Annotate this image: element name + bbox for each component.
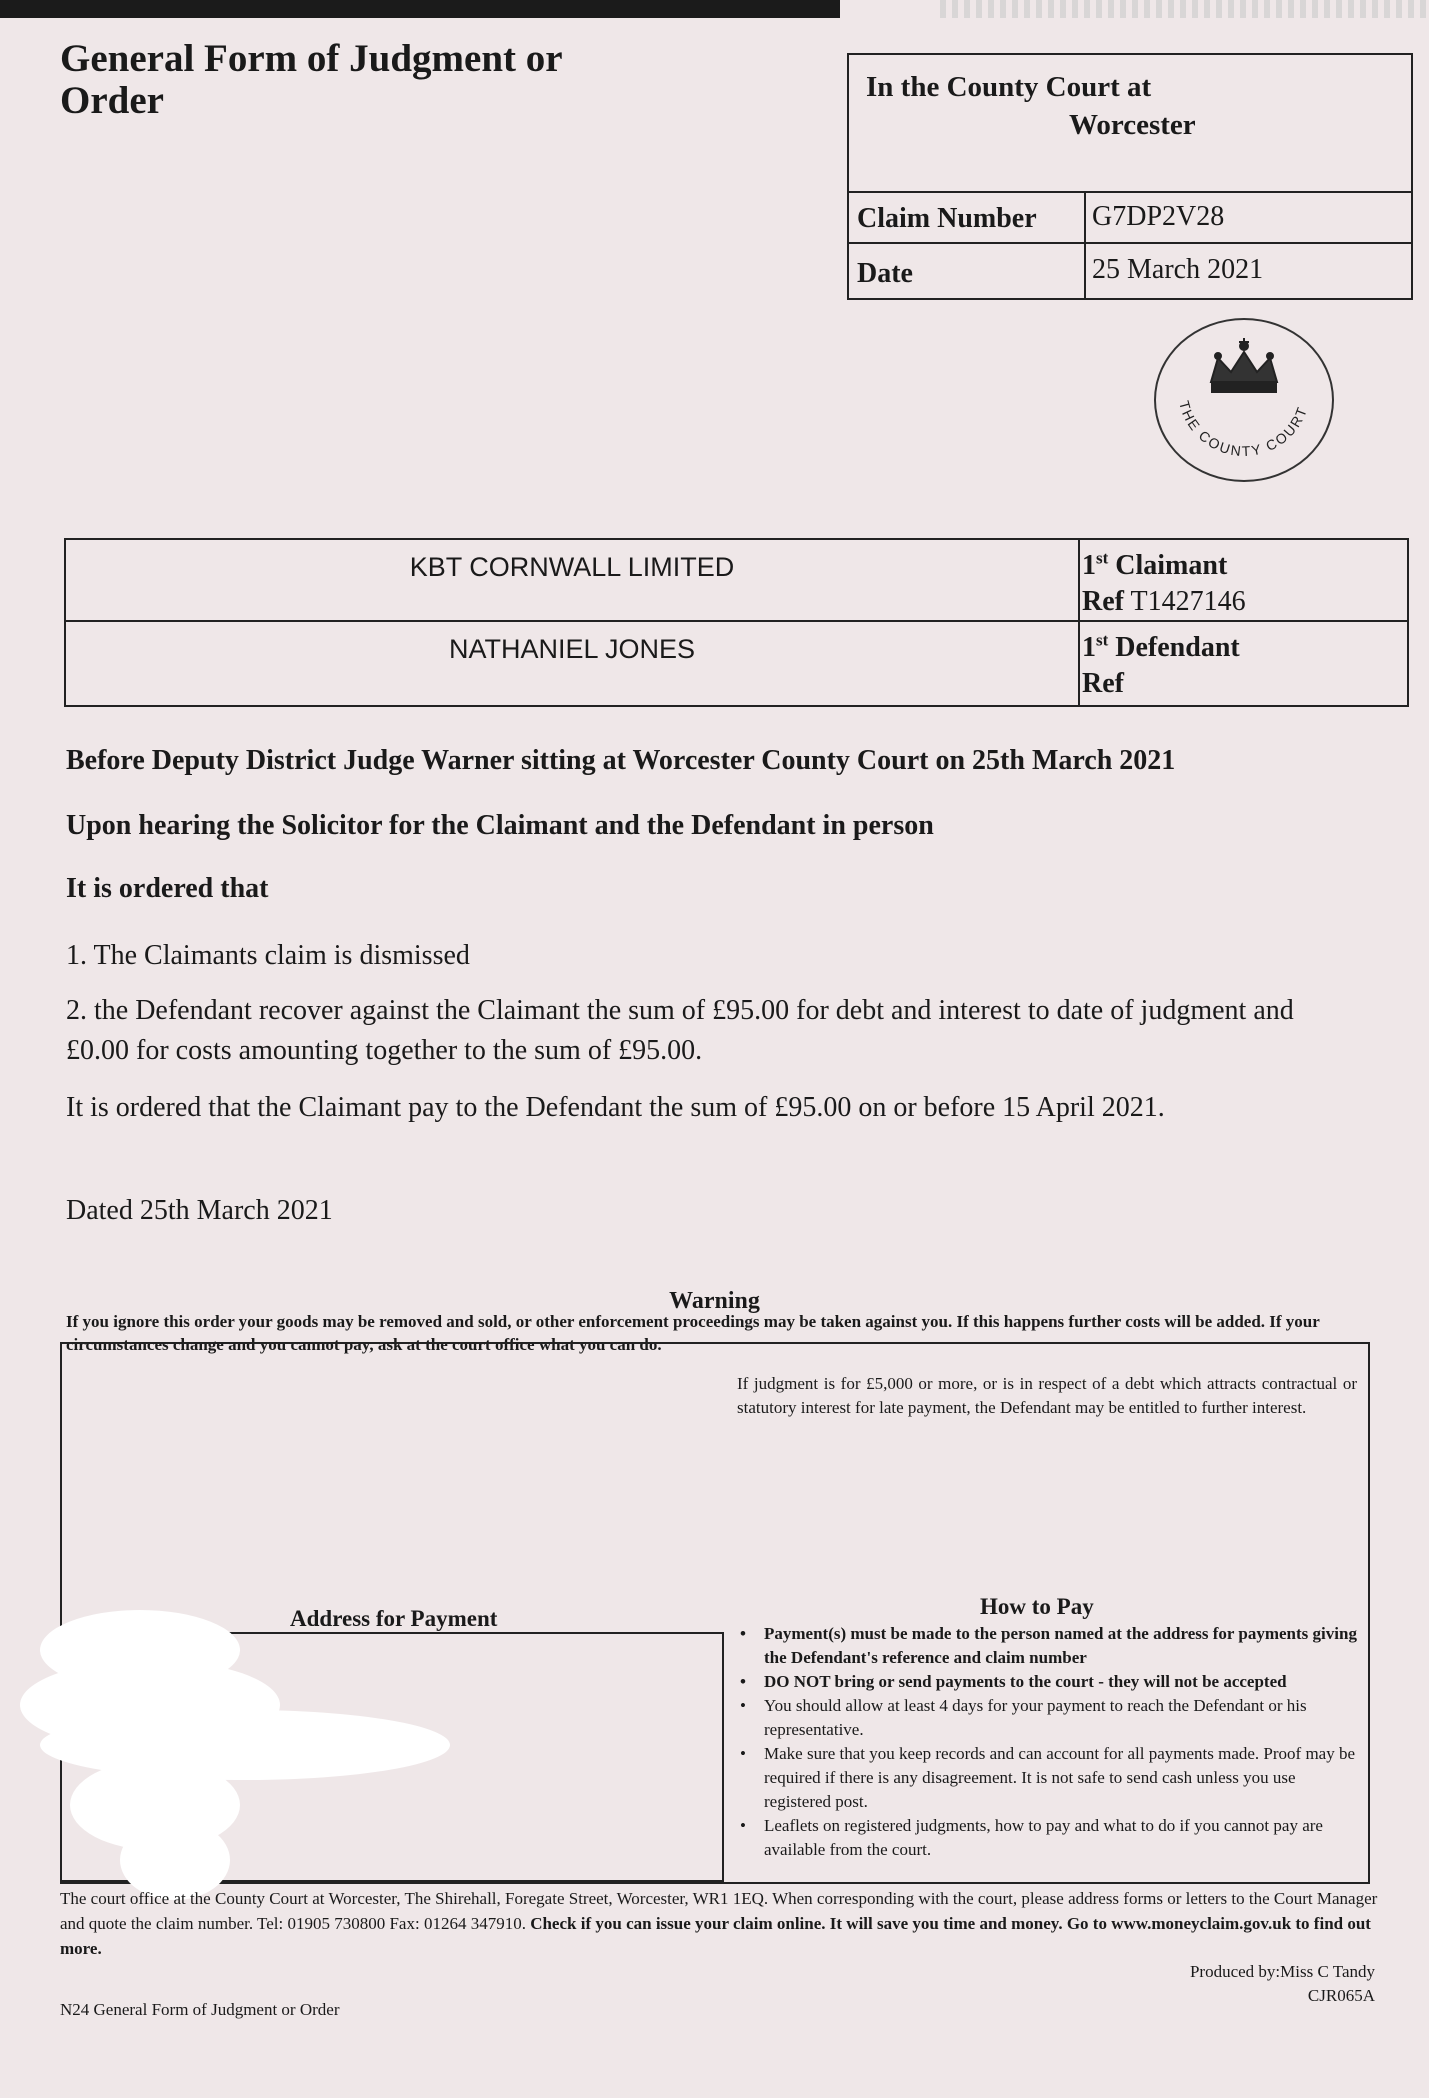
claimant-role: 1st Claimant — [1082, 548, 1228, 581]
claimant-ref: Ref T1427146 — [1082, 586, 1246, 617]
parties-table — [64, 538, 1409, 707]
court-label: In the County Court at — [866, 71, 1152, 103]
order-item-1: 1. The Claimants claim is dismissed — [66, 940, 470, 971]
court-office-footer — [60, 1886, 1380, 1961]
how-to-pay-item: • Leaflets on registered judgments, how to pay and what to do if you cannot pay are available from the court. — [740, 1814, 1365, 1862]
interest-note: If judgment is for £5,000 or more, or is in respect of a debt which attracts contractual or statutory interest for late payment, the Defendant may be entitled to further interest. — [737, 1374, 1357, 1417]
document-title: General Form of Judgment or Order — [60, 37, 562, 122]
claim-number-value: G7DP2V28 — [1092, 201, 1225, 232]
before-judge: Before Deputy District Judge Warner sitting at Worcester County Court on 25th March 2021 — [66, 745, 1176, 776]
produced-by: Produced by:Miss C Tandy CJR065A — [1189, 1962, 1375, 2005]
form-reference: N24 General Form of Judgment or Order — [60, 2000, 340, 2019]
claim-number-row — [849, 191, 1411, 242]
seal-text: THE COUNTY COURT — [1176, 398, 1311, 460]
court-place: Worcester — [1069, 109, 1196, 141]
claimant-name: KBT CORNWALL LIMITED — [409, 552, 735, 582]
crown-icon — [1156, 320, 1332, 480]
how-to-pay-item: • You should allow at least 4 days for your payment to reach the Defendant or his representative. — [740, 1694, 1365, 1742]
order-item-2-line-1: 2. the Defendant recover against the Claimant the sum of £95.00 for debt and interest to date of judgment and — [66, 995, 1294, 1026]
court-office-text: The court office at the County Court at Worcester, The Shirehall, Foregate Street, Worcester, WR1 1EQ. When corresponding with the court, please address forms or letters to the Court Manager and quote the claim number. Tel: 01905 730800 Fax: 01264 347910. — [60, 1889, 1378, 1933]
defendant-name: NATHANIEL JONES — [448, 634, 696, 664]
court-seal — [1154, 318, 1334, 482]
date-row — [849, 242, 1411, 300]
photo-top-pattern — [940, 0, 1429, 18]
defendant-role: 1st Defendant — [1082, 630, 1240, 663]
ordered-heading: It is ordered that — [66, 873, 269, 904]
how-to-pay-item: • Payment(s) must be made to the person named at the address for payments giving the Defendant's reference and claim number — [740, 1622, 1365, 1670]
upon-hearing: Upon hearing the Solicitor for the Claimant and the Defendant in person — [66, 810, 934, 841]
date-value: 25 March 2021 — [1092, 254, 1264, 285]
photo-top-edge — [0, 0, 840, 18]
svg-text:THE COUNTY COURT — [1176, 399, 1310, 459]
claim-number-label: Claim Number — [857, 203, 1037, 234]
date-label: Date — [857, 258, 913, 289]
defendant-ref: Ref — [1082, 668, 1124, 699]
order-item-2-line-2: £0.00 for costs amounting together to the sum of £95.00. — [66, 1035, 703, 1066]
how-to-pay-item: • Make sure that you keep records and can account for all payments made. Proof may be required if there is any disagreement. It is not safe to send cash unless you use registered post. — [740, 1742, 1365, 1814]
warning-body: If you ignore this order your goods may be removed and sold, or other enforcement proceedings may be taken against you. If this happens further costs will be added. If your circumstances change and you cannot pay, ask at the court office what you can do. — [66, 1312, 1320, 1354]
address-for-payment-label: Address for Payment — [290, 1606, 498, 1631]
how-to-pay-item: • DO NOT bring or send payments to the court - they will not be accepted — [740, 1670, 1365, 1694]
payment-order: It is ordered that the Claimant pay to the Defendant the sum of £95.00 on or before 15 April 2021. — [66, 1092, 1165, 1123]
moneyclaim-link-text: Check if you can issue your claim online. It will save you time and money. Go to www.moneyclaim.gov.uk to find out more. — [60, 1914, 1371, 1958]
how-to-pay-title: How to Pay — [980, 1594, 1094, 1619]
court-info-box — [847, 53, 1413, 300]
dated: Dated 25th March 2021 — [66, 1195, 333, 1226]
how-to-pay-list — [740, 1622, 1365, 1862]
warning-title: Warning — [669, 1288, 760, 1314]
